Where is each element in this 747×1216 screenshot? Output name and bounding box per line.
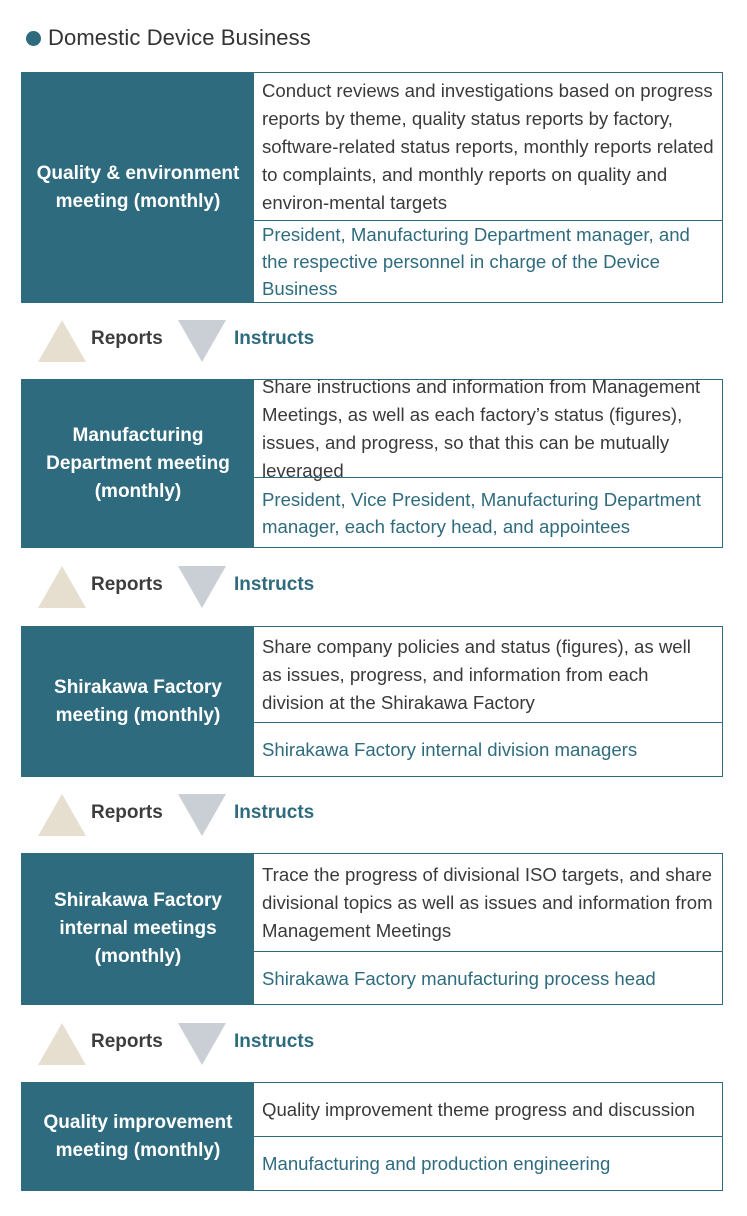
meeting-name: Shirakawa Factory internal meetings (monthly) [22,854,254,1004]
instructs-label: Instructs [234,574,315,595]
reports-label: Reports [91,574,163,595]
section-title: Domestic Device Business [48,25,311,50]
instructs-label: Instructs [234,328,315,349]
meeting-block-shirakawa-factory [21,626,723,777]
meeting-block-shirakawa-internal [21,853,723,1005]
flow-connector-2 [38,566,358,610]
meeting-attendees: Shirakawa Factory manufacturing process head [254,951,722,1004]
flow-connector-3 [38,794,358,838]
meeting-attendees: President, Vice President, Manufacturing Department manager, each factory head, and appointees [254,477,722,547]
meeting-name: Quality & environment meeting (monthly) [22,73,254,302]
reports-label: Reports [91,328,163,349]
meeting-attendees: President, Manufacturing Department manager, and the respective personnel in charge of the Device Business [254,220,722,302]
meeting-description: Trace the progress of divisional ISO targets, and share divisional topics as well as issues and information from Management Meetings [262,863,713,941]
up-arrow-icon [38,794,86,836]
section-heading [26,22,311,54]
flow-connector-1 [38,320,358,364]
instructs-label: Instructs [234,1031,315,1052]
down-arrow-icon [178,320,226,362]
meeting-description: Share instructions and information from Management Meetings, as well as each factory’s status (figures), issues, and progress, so that this can be mutually leveraged [262,375,701,481]
reports-label: Reports [91,802,163,823]
meeting-description: Quality improvement theme progress and discussion [262,1098,696,1120]
meeting-name: Manufacturing Department meeting (monthly) [22,380,254,547]
down-arrow-icon [178,1023,226,1065]
meeting-name: Quality improvement meeting (monthly) [22,1083,254,1190]
down-arrow-icon [178,794,226,836]
reports-label: Reports [91,1031,163,1052]
meeting-block-quality-improvement [21,1082,723,1191]
meeting-block-quality-environment [21,72,723,303]
instructs-label: Instructs [234,802,315,823]
meeting-description: Conduct reviews and investigations based on progress reports by theme, quality status reports by factory, software-related status reports, monthly reports related to complaints, and monthly reports on quality and environ-mental targets [262,79,714,213]
meeting-attendees: Manufacturing and production engineering [254,1136,722,1190]
up-arrow-icon [38,320,86,362]
flow-connector-4 [38,1023,358,1067]
meeting-block-manufacturing-department [21,375,723,548]
up-arrow-icon [38,566,86,608]
meeting-name: Shirakawa Factory meeting (monthly) [22,627,254,776]
meeting-description: Share company policies and status (figures), as well as issues, progress, and information from each division at the Shirakawa Factory [262,635,691,713]
bullet-dot-icon [26,31,41,46]
up-arrow-icon [38,1023,86,1065]
meeting-attendees: Shirakawa Factory internal division managers [254,722,722,776]
down-arrow-icon [178,566,226,608]
